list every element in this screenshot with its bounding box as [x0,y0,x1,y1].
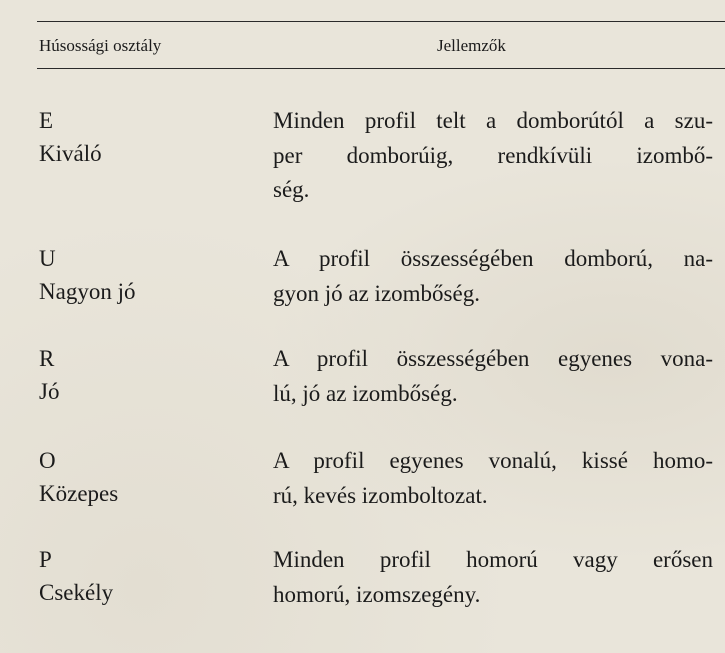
table-header-rule [37,68,725,69]
class-name: Csekély [39,580,114,605]
features-line: Minden profil homorú vagy erősen [273,547,713,572]
header-features: Jellemzők [437,36,506,55]
features-line: per domborúig, rendkívüli izombő- [273,142,713,168]
class-code: R [39,346,55,371]
class-code: E [39,108,54,133]
class-name: Közepes [39,481,119,506]
class-name: Nagyon jó [39,279,136,304]
features-cell [273,104,713,208]
class-name: Kiváló [39,141,102,166]
class-code: U [39,246,56,271]
features-cell [273,342,713,411]
features-line: homorú, izomszegény. [273,581,481,607]
features-cell [273,242,713,311]
features-line: rú, kevés izomboltozat. [273,482,488,508]
class-code: O [39,448,56,473]
features-line: A profil egyenes vonalú, kissé homo- [273,448,713,473]
class-cell [39,342,259,408]
features-cell [273,543,713,612]
features-cell [273,444,713,513]
class-cell [39,444,259,510]
features-line: ség. [273,177,310,202]
header-class: Húsossági osztály [39,36,162,55]
features-line: lú, jó az izombőség. [273,380,458,406]
class-name: Jó [39,379,60,404]
features-line: gyon jó az izombőség. [273,280,480,306]
table-top-rule [37,21,725,22]
class-cell [39,543,259,609]
features-line: A profil összességében egyenes vona- [273,346,713,371]
features-line: A profil összességében domború, na- [273,246,713,271]
class-cell [39,242,259,308]
class-cell [39,104,259,170]
class-code: P [39,547,52,572]
features-line: Minden profil telt a domborútól a szu- [273,108,713,133]
